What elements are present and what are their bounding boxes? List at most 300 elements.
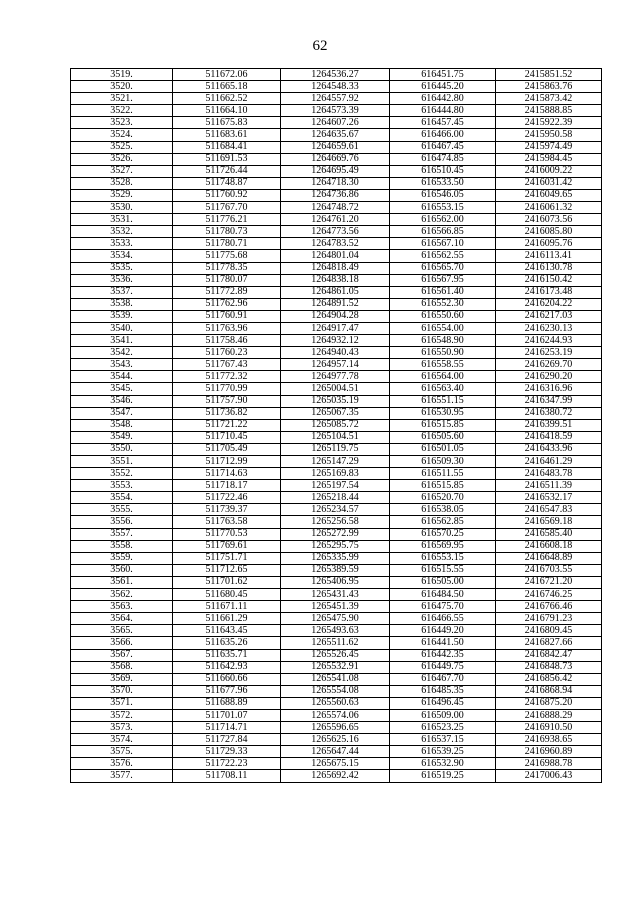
y2-cell: 2416290.20: [496, 371, 602, 383]
x2-cell: 616539.25: [390, 746, 496, 758]
point-number-cell: 3568.: [71, 661, 173, 673]
table-row: [71, 238, 602, 250]
table-row: [71, 697, 602, 709]
y1-cell: 1265493.63: [281, 625, 390, 637]
table-row: [71, 576, 602, 588]
x2-cell: 616554.00: [390, 322, 496, 334]
x1-cell: 511643.45: [173, 625, 281, 637]
x2-cell: 616569.95: [390, 540, 496, 552]
x1-cell: 511770.99: [173, 383, 281, 395]
point-number-cell: 3543.: [71, 359, 173, 371]
x2-cell: 616467.45: [390, 141, 496, 153]
table-row: [71, 81, 602, 93]
y2-cell: 2416230.13: [496, 322, 602, 334]
y2-cell: 2416113.41: [496, 250, 602, 262]
point-number-cell: 3546.: [71, 395, 173, 407]
table-row: [71, 153, 602, 165]
x1-cell: 511763.58: [173, 516, 281, 528]
y1-cell: 1265511.62: [281, 637, 390, 649]
y2-cell: 2416031.42: [496, 177, 602, 189]
x1-cell: 511688.89: [173, 697, 281, 709]
table-row: [71, 564, 602, 576]
y1-cell: 1265295.75: [281, 540, 390, 552]
table-row: [71, 202, 602, 214]
x1-cell: 511760.92: [173, 189, 281, 201]
point-number-cell: 3519.: [71, 69, 173, 81]
y2-cell: 2416842.47: [496, 649, 602, 661]
y2-cell: 2416746.25: [496, 589, 602, 601]
y1-cell: 1265004.51: [281, 383, 390, 395]
y1-cell: 1264783.52: [281, 238, 390, 250]
table-row: [71, 407, 602, 419]
y2-cell: 2415851.52: [496, 69, 602, 81]
x1-cell: 511675.83: [173, 117, 281, 129]
y2-cell: 2416868.94: [496, 685, 602, 697]
point-number-cell: 3535.: [71, 262, 173, 274]
point-number-cell: 3547.: [71, 407, 173, 419]
x1-cell: 511701.62: [173, 576, 281, 588]
x2-cell: 616467.70: [390, 673, 496, 685]
point-number-cell: 3570.: [71, 685, 173, 697]
table-row: [71, 335, 602, 347]
x2-cell: 616553.15: [390, 552, 496, 564]
y2-cell: 2416009.22: [496, 165, 602, 177]
point-number-cell: 3577.: [71, 770, 173, 782]
y2-cell: 2416347.99: [496, 395, 602, 407]
y1-cell: 1265218.44: [281, 492, 390, 504]
point-number-cell: 3553.: [71, 480, 173, 492]
point-number-cell: 3525.: [71, 141, 173, 153]
y1-cell: 1264904.28: [281, 310, 390, 322]
table-row: [71, 359, 602, 371]
point-number-cell: 3575.: [71, 746, 173, 758]
x1-cell: 511722.23: [173, 758, 281, 770]
x2-cell: 616484.50: [390, 589, 496, 601]
y2-cell: 2416461.29: [496, 456, 602, 468]
x1-cell: 511776.21: [173, 214, 281, 226]
point-number-cell: 3532.: [71, 226, 173, 238]
y2-cell: 2416380.72: [496, 407, 602, 419]
y2-cell: 2416585.40: [496, 528, 602, 540]
x1-cell: 511684.41: [173, 141, 281, 153]
y1-cell: 1265574.06: [281, 709, 390, 721]
y2-cell: 2416608.18: [496, 540, 602, 552]
x2-cell: 616510.45: [390, 165, 496, 177]
point-number-cell: 3561.: [71, 576, 173, 588]
point-number-cell: 3527.: [71, 165, 173, 177]
x1-cell: 511727.84: [173, 734, 281, 746]
x1-cell: 511708.11: [173, 770, 281, 782]
point-number-cell: 3563.: [71, 601, 173, 613]
table-row: [71, 286, 602, 298]
point-number-cell: 3565.: [71, 625, 173, 637]
y2-cell: 2416960.89: [496, 746, 602, 758]
x1-cell: 511758.46: [173, 335, 281, 347]
y2-cell: 2415922.39: [496, 117, 602, 129]
point-number-cell: 3558.: [71, 540, 173, 552]
y1-cell: 1264957.14: [281, 359, 390, 371]
y1-cell: 1265596.65: [281, 722, 390, 734]
table-row: [71, 69, 602, 81]
point-number-cell: 3544.: [71, 371, 173, 383]
x1-cell: 511718.17: [173, 480, 281, 492]
x1-cell: 511739.37: [173, 504, 281, 516]
table-row: [71, 480, 602, 492]
x2-cell: 616515.85: [390, 480, 496, 492]
y1-cell: 1264801.04: [281, 250, 390, 262]
y1-cell: 1265541.08: [281, 673, 390, 685]
y1-cell: 1264861.05: [281, 286, 390, 298]
x1-cell: 511772.32: [173, 371, 281, 383]
y2-cell: 2416532.17: [496, 492, 602, 504]
x2-cell: 616567.10: [390, 238, 496, 250]
x1-cell: 511714.71: [173, 722, 281, 734]
x1-cell: 511751.71: [173, 552, 281, 564]
x1-cell: 511772.89: [173, 286, 281, 298]
x2-cell: 616546.05: [390, 189, 496, 201]
y2-cell: 2416875.20: [496, 697, 602, 709]
point-number-cell: 3552.: [71, 468, 173, 480]
y1-cell: 1265526.45: [281, 649, 390, 661]
x1-cell: 511714.63: [173, 468, 281, 480]
y1-cell: 1265692.42: [281, 770, 390, 782]
y1-cell: 1265234.57: [281, 504, 390, 516]
point-number-cell: 3523.: [71, 117, 173, 129]
table-row: [71, 226, 602, 238]
table-row: [71, 589, 602, 601]
x2-cell: 616562.55: [390, 250, 496, 262]
x1-cell: 511705.49: [173, 443, 281, 455]
x2-cell: 616445.20: [390, 81, 496, 93]
y2-cell: 2416910.50: [496, 722, 602, 734]
x1-cell: 511642.93: [173, 661, 281, 673]
y2-cell: 2416150.42: [496, 274, 602, 286]
point-number-cell: 3536.: [71, 274, 173, 286]
x2-cell: 616509.30: [390, 456, 496, 468]
table-row: [71, 758, 602, 770]
x2-cell: 616444.80: [390, 105, 496, 117]
table-row: [71, 709, 602, 721]
x1-cell: 511748.87: [173, 177, 281, 189]
x1-cell: 511691.53: [173, 153, 281, 165]
x2-cell: 616520.70: [390, 492, 496, 504]
table-row: [71, 492, 602, 504]
y2-cell: 2416547.83: [496, 504, 602, 516]
table-row: [71, 298, 602, 310]
point-number-cell: 3540.: [71, 322, 173, 334]
x2-cell: 616441.50: [390, 637, 496, 649]
point-number-cell: 3559.: [71, 552, 173, 564]
y1-cell: 1265431.43: [281, 589, 390, 601]
y2-cell: 2416848.73: [496, 661, 602, 673]
x2-cell: 616565.70: [390, 262, 496, 274]
y2-cell: 2416433.96: [496, 443, 602, 455]
x1-cell: 511757.90: [173, 395, 281, 407]
table-row: [71, 661, 602, 673]
y1-cell: 1265197.54: [281, 480, 390, 492]
y2-cell: 2416888.29: [496, 709, 602, 721]
table-row: [71, 347, 602, 359]
y2-cell: 2416085.80: [496, 226, 602, 238]
x1-cell: 511780.07: [173, 274, 281, 286]
x2-cell: 616457.45: [390, 117, 496, 129]
x2-cell: 616466.55: [390, 613, 496, 625]
y2-cell: 2416399.51: [496, 419, 602, 431]
y1-cell: 1264838.18: [281, 274, 390, 286]
y1-cell: 1264748.72: [281, 202, 390, 214]
y1-cell: 1264891.52: [281, 298, 390, 310]
y1-cell: 1265560.63: [281, 697, 390, 709]
x1-cell: 511712.65: [173, 564, 281, 576]
y1-cell: 1264536.27: [281, 69, 390, 81]
y1-cell: 1265475.90: [281, 613, 390, 625]
x2-cell: 616532.90: [390, 758, 496, 770]
table-row: [71, 214, 602, 226]
y2-cell: 2416130.78: [496, 262, 602, 274]
y1-cell: 1265532.91: [281, 661, 390, 673]
table-row: [71, 165, 602, 177]
y1-cell: 1264659.61: [281, 141, 390, 153]
y2-cell: 2416721.20: [496, 576, 602, 588]
table-row: [71, 637, 602, 649]
y1-cell: 1265272.99: [281, 528, 390, 540]
y2-cell: 2416173.48: [496, 286, 602, 298]
x2-cell: 616475.70: [390, 601, 496, 613]
x1-cell: 511762.96: [173, 298, 281, 310]
y2-cell: 2416217.03: [496, 310, 602, 322]
x1-cell: 511775.68: [173, 250, 281, 262]
x1-cell: 511664.10: [173, 105, 281, 117]
table-row: [71, 540, 602, 552]
point-number-cell: 3521.: [71, 93, 173, 105]
y1-cell: 1265451.39: [281, 601, 390, 613]
point-number-cell: 3539.: [71, 310, 173, 322]
y1-cell: 1264573.39: [281, 105, 390, 117]
y2-cell: 2416856.42: [496, 673, 602, 685]
point-number-cell: 3529.: [71, 189, 173, 201]
y1-cell: 1264736.86: [281, 189, 390, 201]
table-row: [71, 177, 602, 189]
x1-cell: 511729.33: [173, 746, 281, 758]
point-number-cell: 3542.: [71, 347, 173, 359]
point-number-cell: 3564.: [71, 613, 173, 625]
x2-cell: 616530.95: [390, 407, 496, 419]
x2-cell: 616550.60: [390, 310, 496, 322]
x2-cell: 616449.75: [390, 661, 496, 673]
point-number-cell: 3533.: [71, 238, 173, 250]
y1-cell: 1264773.56: [281, 226, 390, 238]
y1-cell: 1264669.76: [281, 153, 390, 165]
y1-cell: 1265389.59: [281, 564, 390, 576]
x2-cell: 616515.85: [390, 419, 496, 431]
x2-cell: 616523.25: [390, 722, 496, 734]
y2-cell: 2416827.66: [496, 637, 602, 649]
y1-cell: 1265554.08: [281, 685, 390, 697]
y2-cell: 2416253.19: [496, 347, 602, 359]
table-row: [71, 468, 602, 480]
table-row: [71, 673, 602, 685]
table-row: [71, 528, 602, 540]
table-row: [71, 105, 602, 117]
x1-cell: 511680.45: [173, 589, 281, 601]
x2-cell: 616538.05: [390, 504, 496, 516]
table-row: [71, 770, 602, 782]
y1-cell: 1265647.44: [281, 746, 390, 758]
table-row: [71, 189, 602, 201]
y1-cell: 1264557.92: [281, 93, 390, 105]
point-number-cell: 3569.: [71, 673, 173, 685]
table-row: [71, 129, 602, 141]
y2-cell: 2415974.49: [496, 141, 602, 153]
x1-cell: 511767.70: [173, 202, 281, 214]
y2-cell: 2415873.42: [496, 93, 602, 105]
x1-cell: 511677.96: [173, 685, 281, 697]
y1-cell: 1265119.75: [281, 443, 390, 455]
table-row: [71, 141, 602, 153]
table-row: [71, 746, 602, 758]
y1-cell: 1265085.72: [281, 419, 390, 431]
x1-cell: 511769.61: [173, 540, 281, 552]
point-number-cell: 3522.: [71, 105, 173, 117]
y1-cell: 1265256.58: [281, 516, 390, 528]
x2-cell: 616548.90: [390, 335, 496, 347]
y1-cell: 1265335.99: [281, 552, 390, 564]
point-number-cell: 3555.: [71, 504, 173, 516]
x1-cell: 511671.11: [173, 601, 281, 613]
x1-cell: 511780.73: [173, 226, 281, 238]
point-number-cell: 3526.: [71, 153, 173, 165]
x1-cell: 511721.22: [173, 419, 281, 431]
table-row: [71, 274, 602, 286]
x2-cell: 616563.40: [390, 383, 496, 395]
y1-cell: 1264932.12: [281, 335, 390, 347]
x2-cell: 616567.95: [390, 274, 496, 286]
x2-cell: 616505.60: [390, 431, 496, 443]
y2-cell: 2415950.58: [496, 129, 602, 141]
table-row: [71, 371, 602, 383]
y1-cell: 1264607.26: [281, 117, 390, 129]
x1-cell: 511726.44: [173, 165, 281, 177]
point-number-cell: 3566.: [71, 637, 173, 649]
coordinates-table: [70, 68, 602, 783]
x2-cell: 616505.00: [390, 576, 496, 588]
table-row: [71, 93, 602, 105]
x1-cell: 511770.53: [173, 528, 281, 540]
y2-cell: 2416766.46: [496, 601, 602, 613]
x2-cell: 616519.25: [390, 770, 496, 782]
point-number-cell: 3530.: [71, 202, 173, 214]
point-number-cell: 3538.: [71, 298, 173, 310]
point-number-cell: 3537.: [71, 286, 173, 298]
x2-cell: 616551.15: [390, 395, 496, 407]
table-row: [71, 649, 602, 661]
y2-cell: 2415984.45: [496, 153, 602, 165]
x2-cell: 616496.45: [390, 697, 496, 709]
y1-cell: 1265169.83: [281, 468, 390, 480]
y1-cell: 1264940.43: [281, 347, 390, 359]
table-row: [71, 443, 602, 455]
point-number-cell: 3571.: [71, 697, 173, 709]
table-row: [71, 734, 602, 746]
y2-cell: 2416269.70: [496, 359, 602, 371]
y2-cell: 2416244.93: [496, 335, 602, 347]
x1-cell: 511760.23: [173, 347, 281, 359]
y2-cell: 2416316.96: [496, 383, 602, 395]
x2-cell: 616552.30: [390, 298, 496, 310]
table-row: [71, 322, 602, 334]
x2-cell: 616515.55: [390, 564, 496, 576]
point-number-cell: 3560.: [71, 564, 173, 576]
y1-cell: 1264695.49: [281, 165, 390, 177]
y1-cell: 1264977.78: [281, 371, 390, 383]
x2-cell: 616558.55: [390, 359, 496, 371]
point-number-cell: 3551.: [71, 456, 173, 468]
table-row: [71, 419, 602, 431]
point-number-cell: 3567.: [71, 649, 173, 661]
x1-cell: 511660.66: [173, 673, 281, 685]
y2-cell: 2416095.76: [496, 238, 602, 250]
x1-cell: 511665.18: [173, 81, 281, 93]
x1-cell: 511712.99: [173, 456, 281, 468]
x2-cell: 616566.85: [390, 226, 496, 238]
point-number-cell: 3541.: [71, 335, 173, 347]
x2-cell: 616553.15: [390, 202, 496, 214]
point-number-cell: 3534.: [71, 250, 173, 262]
x1-cell: 511736.82: [173, 407, 281, 419]
x1-cell: 511763.96: [173, 322, 281, 334]
y2-cell: 2416809.45: [496, 625, 602, 637]
table-row: [71, 431, 602, 443]
point-number-cell: 3554.: [71, 492, 173, 504]
x2-cell: 616466.00: [390, 129, 496, 141]
table-row: [71, 601, 602, 613]
table-row: [71, 383, 602, 395]
point-number-cell: 3531.: [71, 214, 173, 226]
y2-cell: 2417006.43: [496, 770, 602, 782]
x1-cell: 511662.52: [173, 93, 281, 105]
x1-cell: 511778.35: [173, 262, 281, 274]
table-row: [71, 722, 602, 734]
x2-cell: 616474.85: [390, 153, 496, 165]
y1-cell: 1265625.16: [281, 734, 390, 746]
y2-cell: 2416073.56: [496, 214, 602, 226]
point-number-cell: 3520.: [71, 81, 173, 93]
y1-cell: 1264718.30: [281, 177, 390, 189]
x2-cell: 616533.50: [390, 177, 496, 189]
y1-cell: 1265035.19: [281, 395, 390, 407]
point-number-cell: 3548.: [71, 419, 173, 431]
x1-cell: 511760.91: [173, 310, 281, 322]
table-row: [71, 552, 602, 564]
y2-cell: 2416938.65: [496, 734, 602, 746]
table-row: [71, 250, 602, 262]
y1-cell: 1265675.15: [281, 758, 390, 770]
x2-cell: 616537.15: [390, 734, 496, 746]
table-row: [71, 310, 602, 322]
point-number-cell: 3562.: [71, 589, 173, 601]
coordinates-table-body: [71, 69, 602, 783]
page-number: 62: [312, 38, 328, 54]
x1-cell: 511672.06: [173, 69, 281, 81]
point-number-cell: 3572.: [71, 709, 173, 721]
table-row: [71, 625, 602, 637]
x1-cell: 511635.71: [173, 649, 281, 661]
x1-cell: 511635.26: [173, 637, 281, 649]
x2-cell: 616442.35: [390, 649, 496, 661]
y2-cell: 2416204.22: [496, 298, 602, 310]
x1-cell: 511780.71: [173, 238, 281, 250]
y2-cell: 2416049.65: [496, 189, 602, 201]
